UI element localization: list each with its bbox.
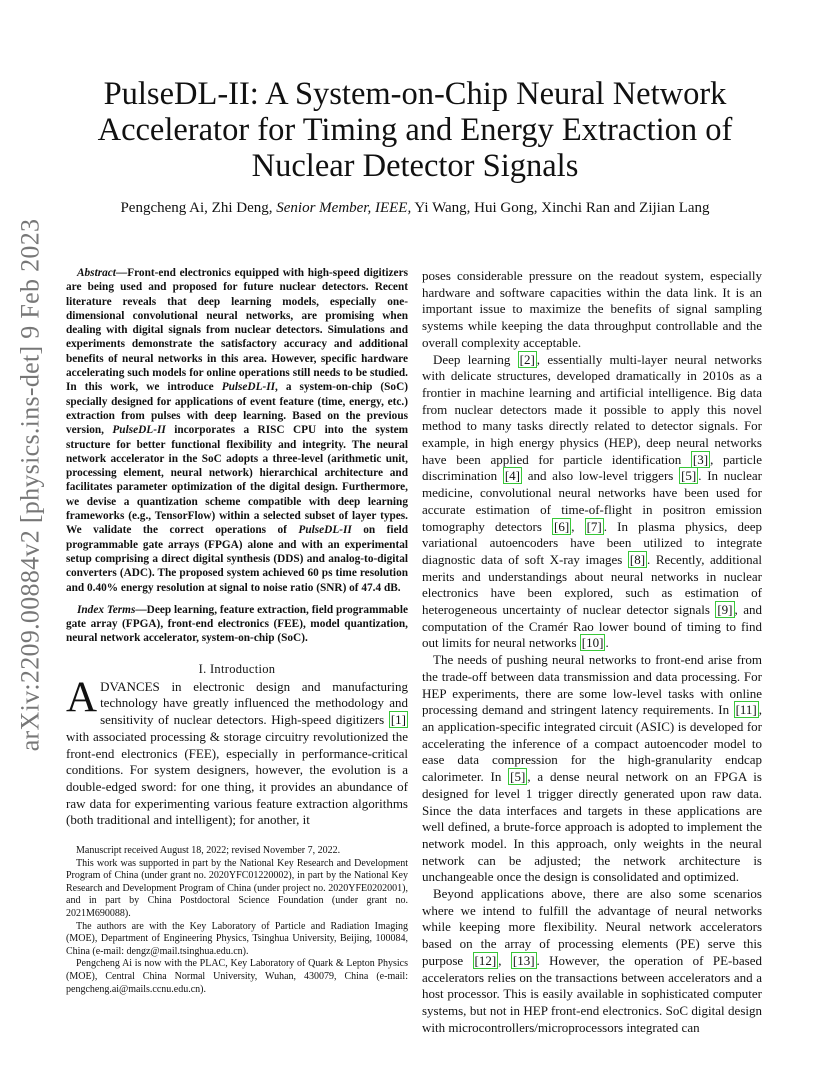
citation-link[interactable]: [13] xyxy=(512,952,535,968)
citation-link[interactable]: [1] xyxy=(390,712,406,728)
introduction-body xyxy=(66,673,408,829)
citation-link[interactable]: [6] xyxy=(554,518,570,534)
abstract-text-4: on field programmable gate arrays (FPGA) alone and with an experimental setup comprising a direct digital synthesis (DDS) and analog-to-digital converters (ADC). The proposed system achieved 60 ps time resolution and 0.40% energy resolution at signal to noise ratio (SNR) of 47.4 dB. xyxy=(66,524,409,594)
abstract-text-1: —Front-end electronics equipped with high-speed digitizers are being used and proposed for future nuclear detectors. Recent literature reveals that deep learning models, especially one-dimensional convolutional neural networks, are promising when dealing with digital signals from nuclear detectors. Simulations and experiments demonstrate the satisfactory accuracy and additional benefits of neural networks in this area. However, specific hardware accelerating such models for online operations still needs to be studied. In this work, we introduce xyxy=(66,267,408,394)
citation-link[interactable]: [2] xyxy=(519,351,535,367)
body-text: The needs of pushing neural networks to front-end arise from the trade-off between data transmission and data processing. For HEP experiments, there are some low-level tasks with online processing demand and stringent latency requirements. In xyxy=(422,652,762,718)
body-text: , xyxy=(571,518,585,534)
body-text: , and computation of the Cramér Rao lower bound of timing to find out limits for neural networks xyxy=(422,602,762,651)
body-text: , essentially multi-layer neural networks with delicate structures, developed dramatically in 2010s as a frontier in machine learning and artificial intelligence. Big data from nuclear detectors made it possible to apply this novel method to many tasks directly related to detector signals. For example, in high energy physics (HEP), deep neural networks have been applied for particle identification xyxy=(422,351,762,467)
citation-link[interactable]: [11] xyxy=(735,702,757,718)
system-name: PulseDL-II xyxy=(112,424,166,437)
index-terms-label: Index Terms xyxy=(77,603,136,616)
footnotes xyxy=(66,845,408,996)
index-terms-text: —Deep learning, feature extraction, field programmable gate array (FPGA), front-end electronics (FEE), model quantization, neural network accelerator, system-on-chip (SoC). xyxy=(66,603,408,645)
author-role: Senior Member, IEEE, xyxy=(276,200,412,216)
authors-part-2: Yi Wang, Hui Gong, Xinchi Ran and Zijian Lang xyxy=(411,200,710,216)
intro-text: with associated processing & storage circuitry revolutionized the front-end electronics (FEE), especially in performance-critical conditions. For system designers, however, the evolution is a double-edged sword: for one thing, it provides an abundance of raw data for experimenting various feature extraction algorithms (both traditional and intelligent); for another, it xyxy=(66,728,408,828)
abstract-text-3: incorporates a RISC CPU into the system structure for better functional flexibility and integrity. The neural network accelerator in the SoC adopts a three-level (arithmetic unit, processing element, neural network) hierarchical architecture and facilitates parameter optimization of the digital design. Furthermore, we devise a quantization scheme compatible with deep learning frameworks (e.g., TensorFlow) within a selected subset of layer types. We validate the correct operations of xyxy=(66,424,409,537)
body-text: , particle discrimination xyxy=(422,451,762,484)
body-text: Deep learning xyxy=(433,351,518,367)
intro-text: DVANCES in electronic design and manufacturing technology have greatly influenced the methodology and sensitivity of nuclear detectors. High-speed digitizers xyxy=(100,678,408,728)
system-name: PulseDL-II xyxy=(221,381,276,394)
footnote-funding: This work was supported in part by the National Key Research and Development Program of China (under grant no. 2020YFC01220002), in part by the National Key Research and Development Program of China (under project no. 2020YFE0202001), and in part by China Postdoctoral Science Foundation (under grant no. 2021M690088). xyxy=(66,857,408,920)
citation-link[interactable]: [9] xyxy=(717,602,733,618)
citation-link[interactable]: [8] xyxy=(629,551,646,567)
citation-link[interactable]: [5] xyxy=(510,769,526,785)
body-paragraph xyxy=(422,886,762,1036)
author-list xyxy=(70,198,760,218)
body-text: . Recently, additional merits and understandings about neural networks in nuclear electronics have been explored, such as estimation of heterogeneous uncertainty of nuclear detector signals xyxy=(422,551,762,618)
body-text: . In nuclear medicine, convolutional neural networks have been used for accurate estimation of time-of-flight in positron emission tomography detectors xyxy=(422,468,762,534)
abstract-label: Abstract xyxy=(77,267,116,279)
footnote-manuscript: Manuscript received August 18, 2022; revised November 7, 2022. xyxy=(76,845,341,857)
body-paragraph xyxy=(422,652,762,886)
left-column xyxy=(66,266,408,996)
body-text: Beyond applications above, there are also some scenarios where we intend to fulfill the advantage of neural networks while keeping more flexibility. Neural network accelerators based on the array of processing elements (PE) serve this purpose xyxy=(422,886,762,968)
body-text: . xyxy=(605,635,609,651)
citation-link[interactable]: [7] xyxy=(586,518,602,534)
arxiv-sidebar xyxy=(8,218,52,752)
citation-link[interactable]: [5] xyxy=(681,468,697,484)
citation-link[interactable]: [10] xyxy=(581,635,604,651)
footnote-current-affiliation: Pengcheng Ai is now with the PLAC, Key Laboratory of Quark & Lepton Physics (MOE), Central China Normal University, Wuhan, 430079, China (e-mail: pengcheng.ai@mails.ccnu.edu.cn). xyxy=(66,958,408,995)
arxiv-identifier: arXiv:2209.00884v2 [physics.ins-det] 9 Feb 2023 xyxy=(15,218,45,752)
right-column xyxy=(422,268,762,1036)
abstract xyxy=(66,266,408,595)
section-heading-introduction: I. Introduction xyxy=(198,661,276,676)
paper-title: PulseDL-II: A System-on-Chip Neural Network Accelerator for Timing and Energy Extraction of Nuclear Detector Signals xyxy=(97,76,733,184)
body-text: and also low-level triggers xyxy=(521,468,680,484)
footnote-affiliation: The authors are with the Key Laboratory of Particle and Radiation Imaging (MOE), Department of Engineering Physics, Tsinghua University, Beijing, 100084, China (e-mail: dengz@mail.tsinghua.edu.cn). xyxy=(66,920,408,957)
drop-cap: A xyxy=(66,673,98,721)
body-text: . However, the operation of PE-based accelerators relies on the transactions between accelerators and a host processor. This is easily available in sophisticated computer systems, but not in HEP front-end electronics. SoC digital design with microcontrollers/microprocessors integrated can xyxy=(422,952,762,1035)
body-text: , an application-specific integrated circuit (ASIC) is developed for accelerating the inference of a compact autoencoder model to ease data compression for the high-granularity endcap calorimeter. In xyxy=(422,702,762,785)
body-text: . In plasma physics, deep variational autoencoders have been utilized to integrate diagnostic data of soft X-ray images xyxy=(422,518,763,567)
citation-link[interactable]: [12] xyxy=(474,952,497,968)
citation-link[interactable]: [3] xyxy=(692,451,709,467)
body-paragraph: poses considerable pressure on the readout system, especially hardware and software capacities within the data link. It is an important issue to maximize the benefits of signal sampling systems while keeping the data throughput controllable and the overall complexity acceptable. xyxy=(422,268,762,350)
intro-paragraph xyxy=(66,673,408,829)
body-text: , a dense neural network on an FPGA is designed for level 1 trigger directly generated upon raw data. Since the data interfaces and targets in these applications are well defined, a brute-force approach is adopted to implement the network model. In this approach, only weights in the neural network can be adjusted; the network architecture is unchangeable once the design is consolidated and optimized. xyxy=(422,769,762,885)
body-paragraph xyxy=(422,352,762,653)
citation-link[interactable]: [4] xyxy=(504,468,520,484)
index-terms xyxy=(66,603,408,646)
body-text: , xyxy=(498,952,511,968)
authors-part-1: Pengcheng Ai, Zhi Deng, xyxy=(120,200,277,216)
abstract-text-2: , a system-on-chip (SoC) specially designed for applications of event feature (time, energy, etc.) extraction from pulses with deep learning. Based on the previous version, xyxy=(66,381,408,437)
system-name: PulseDL-II xyxy=(298,524,352,537)
